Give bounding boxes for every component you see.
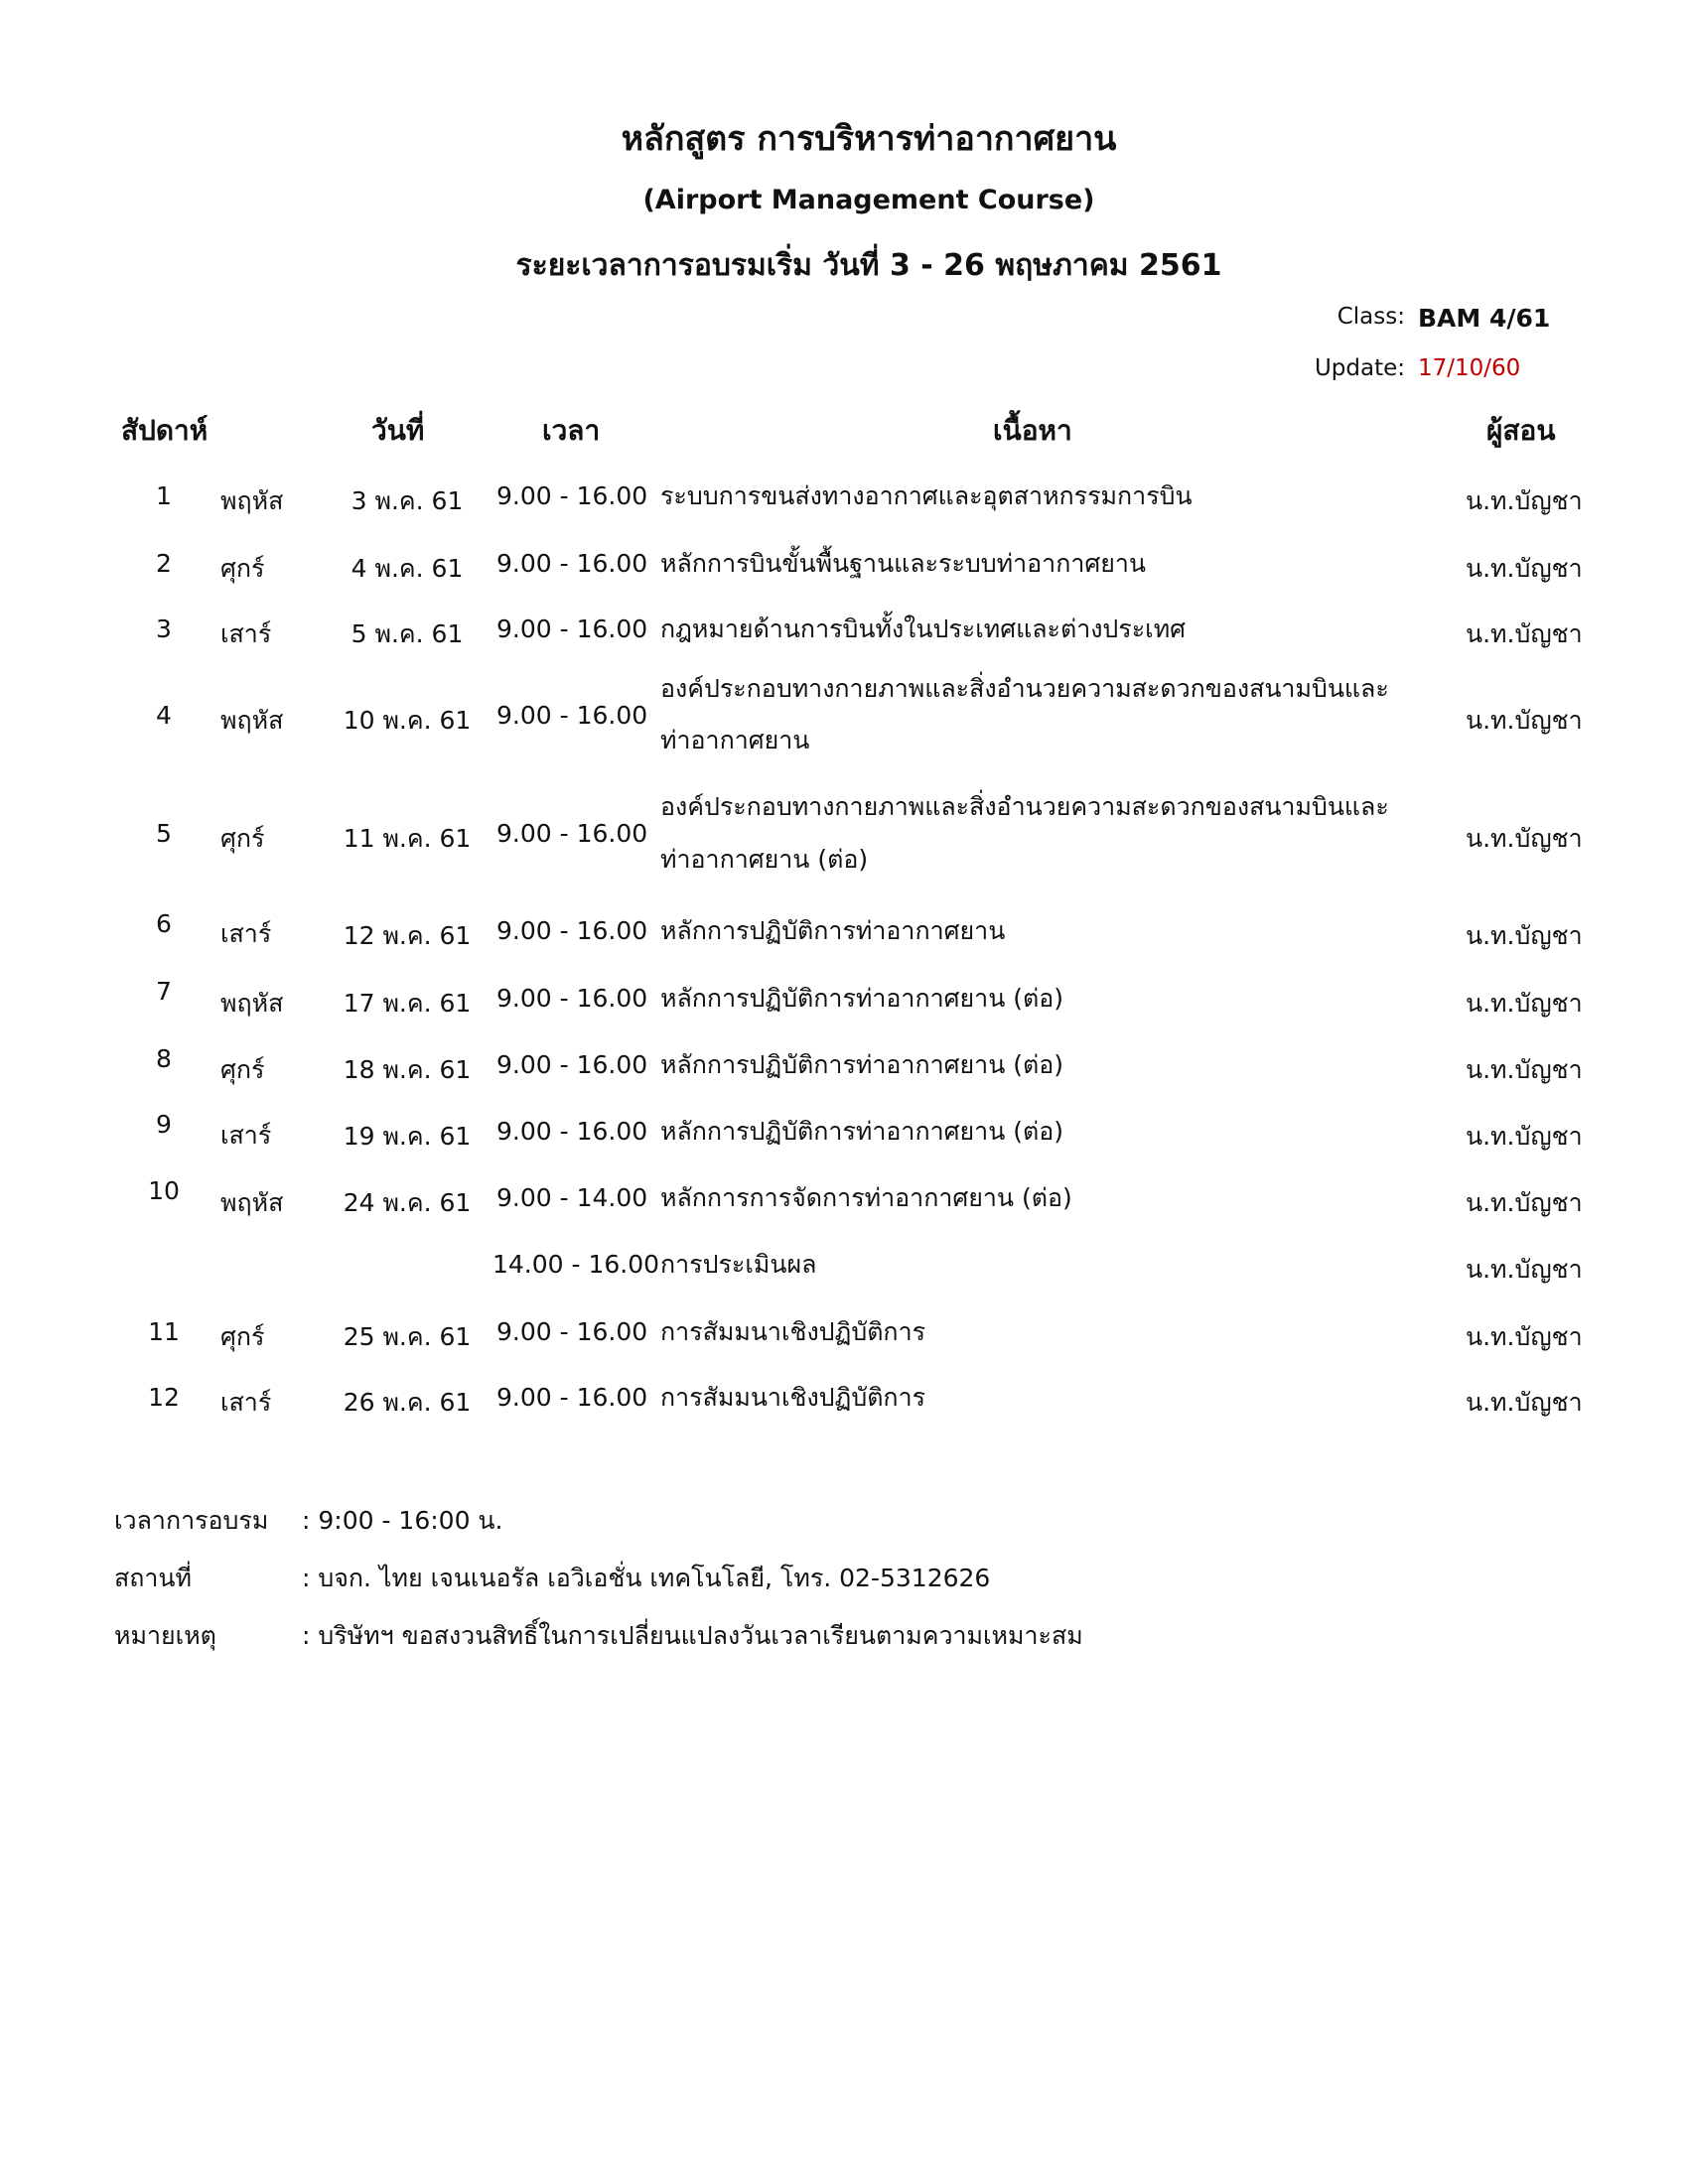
column-header-date: วันที่ (371, 414, 425, 447)
instructor: น.ท.บัญชา (1466, 1388, 1583, 1417)
session-date: 25 พ.ค. 61 (343, 1322, 472, 1351)
session-time: 9.00 - 16.00 (496, 1117, 648, 1146)
session-date: 3 พ.ค. 61 (351, 486, 464, 515)
note-label-remark: หมายเหตุ (114, 1621, 216, 1650)
session-topic-line-2: ท่าอากาศยาน (660, 726, 810, 754)
session-date: 10 พ.ค. 61 (343, 706, 472, 735)
session-time: 9.00 - 16.00 (496, 1383, 648, 1412)
session-time: 9.00 - 16.00 (496, 819, 648, 848)
week-number: 6 (156, 909, 172, 938)
session-topic: หลักการปฏิบัติการท่าอากาศยาน (ต่อ) (660, 1117, 1063, 1146)
instructor: น.ท.บัญชา (1466, 554, 1583, 583)
column-header-time: เวลา (542, 414, 601, 447)
week-number: 11 (148, 1317, 180, 1346)
weekday: พฤหัส (220, 989, 284, 1018)
instructor: น.ท.บัญชา (1466, 619, 1583, 648)
instructor: น.ท.บัญชา (1466, 1122, 1583, 1151)
session-topic-line-1: องค์ประกอบทางกายภาพและสิ่งอำนวยความสะดวกของสนามบินและ (660, 674, 1389, 703)
column-header-instructor: ผู้สอน (1486, 414, 1556, 447)
weekday: เสาร์ (220, 1121, 272, 1150)
session-topic-line-1: องค์ประกอบทางกายภาพและสิ่งอำนวยความสะดวกของสนามบินและ (660, 792, 1389, 821)
session-time: 9.00 - 16.00 (496, 916, 648, 945)
session-topic: หลักการปฏิบัติการท่าอากาศยาน (660, 916, 1006, 945)
session-topic: ระบบการขนส่งทางอากาศและอุตสาหกรรมการบิน (660, 481, 1193, 510)
session-time: 9.00 - 16.00 (496, 614, 648, 643)
session-topic: การสัมมนาเชิงปฏิบัติการ (660, 1383, 926, 1412)
session-date: 5 พ.ค. 61 (351, 619, 464, 648)
session-topic: หลักการปฏิบัติการท่าอากาศยาน (ต่อ) (660, 1050, 1063, 1079)
instructor: น.ท.บัญชา (1466, 824, 1583, 853)
session-time: 9.00 - 16.00 (496, 549, 648, 578)
weekday: เสาร์ (220, 919, 272, 948)
session-time: 9.00 - 16.00 (496, 984, 648, 1013)
week-number: 12 (148, 1383, 180, 1412)
weekday: ศุกร์ (220, 824, 265, 853)
session-time: 14.00 - 16.00 (492, 1250, 660, 1279)
training-period: ระยะเวลาการอบรมเริ่ม วันที่ 3 - 26 พฤษภาคม 2561 (515, 248, 1222, 283)
week-number: 1 (156, 481, 172, 510)
week-number: 7 (156, 977, 172, 1006)
week-number: 3 (156, 614, 172, 643)
week-number: 10 (148, 1176, 180, 1205)
note-value-location: : บจก. ไทย เจนเนอรัล เอวิเอชั่น เทคโนโลยี, โทร. 02-5312626 (302, 1564, 991, 1592)
session-topic: หลักการการจัดการท่าอากาศยาน (ต่อ) (660, 1183, 1072, 1212)
instructor: น.ท.บัญชา (1466, 989, 1583, 1018)
class-value: BAM 4/61 (1418, 304, 1551, 333)
session-time: 9.00 - 14.00 (496, 1183, 648, 1212)
session-date: 19 พ.ค. 61 (343, 1122, 472, 1151)
weekday: ศุกร์ (220, 554, 265, 583)
course-title: หลักสูตร การบริหารท่าอากาศยาน (621, 119, 1117, 159)
session-date: 11 พ.ค. 61 (343, 824, 472, 853)
weekday: เสาร์ (220, 619, 272, 648)
week-number: 2 (156, 549, 172, 578)
update-date: 17/10/60 (1418, 355, 1521, 381)
session-topic-line-2: ท่าอากาศยาน (ต่อ) (660, 845, 869, 874)
weekday: พฤหัส (220, 486, 284, 515)
session-topic: กฎหมายด้านการบินทั้งในประเทศและต่างประเทศ (660, 614, 1187, 643)
session-time: 9.00 - 16.00 (496, 1317, 648, 1346)
weekday: เสาร์ (220, 1388, 272, 1417)
session-date: 12 พ.ค. 61 (343, 921, 472, 950)
session-date: 26 พ.ค. 61 (343, 1388, 472, 1417)
weekday: พฤหัส (220, 706, 284, 735)
instructor: น.ท.บัญชา (1466, 1188, 1583, 1217)
session-date: 17 พ.ค. 61 (343, 989, 472, 1018)
session-time: 9.00 - 16.00 (496, 701, 648, 730)
session-date: 24 พ.ค. 61 (343, 1188, 472, 1217)
instructor: น.ท.บัญชา (1466, 706, 1583, 735)
note-label-location: สถานที่ (114, 1564, 193, 1592)
note-label-training-time: เวลาการอบรม (114, 1506, 269, 1535)
note-value-training-time: : 9:00 - 16:00 น. (302, 1506, 503, 1535)
weekday: ศุกร์ (220, 1055, 265, 1084)
session-topic: หลักการบินขั้นพื้นฐานและระบบท่าอากาศยาน (660, 549, 1147, 578)
session-time: 9.00 - 16.00 (496, 481, 648, 510)
session-time: 9.00 - 16.00 (496, 1050, 648, 1079)
instructor: น.ท.บัญชา (1466, 1055, 1583, 1084)
session-date: 18 พ.ค. 61 (343, 1055, 472, 1084)
class-label: Class: (1336, 304, 1405, 330)
instructor: น.ท.บัญชา (1466, 1322, 1583, 1351)
weekday: พฤหัส (220, 1188, 284, 1217)
instructor: น.ท.บัญชา (1466, 486, 1583, 515)
session-topic: หลักการปฏิบัติการท่าอากาศยาน (ต่อ) (660, 984, 1063, 1013)
course-title-english: (Airport Management Course) (642, 185, 1095, 215)
week-number: 5 (156, 819, 172, 848)
column-header-week: สัปดาห์ (121, 414, 209, 447)
session-date: 4 พ.ค. 61 (351, 554, 464, 583)
week-number: 8 (156, 1044, 172, 1073)
session-topic: การสัมมนาเชิงปฏิบัติการ (660, 1317, 926, 1346)
instructor: น.ท.บัญชา (1466, 1255, 1583, 1284)
note-value-remark: : บริษัทฯ ขอสงวนสิทธิ์ในการเปลี่ยนแปลงวันเวลาเรียนตามความเหมาะสม (302, 1621, 1083, 1650)
week-number: 9 (156, 1110, 172, 1139)
update-label: Update: (1314, 355, 1405, 381)
week-number: 4 (156, 701, 172, 730)
column-header-topic: เนื้อหา (993, 414, 1072, 447)
session-topic: การประเมินผล (660, 1250, 817, 1279)
instructor: น.ท.บัญชา (1466, 921, 1583, 950)
weekday: ศุกร์ (220, 1322, 265, 1351)
